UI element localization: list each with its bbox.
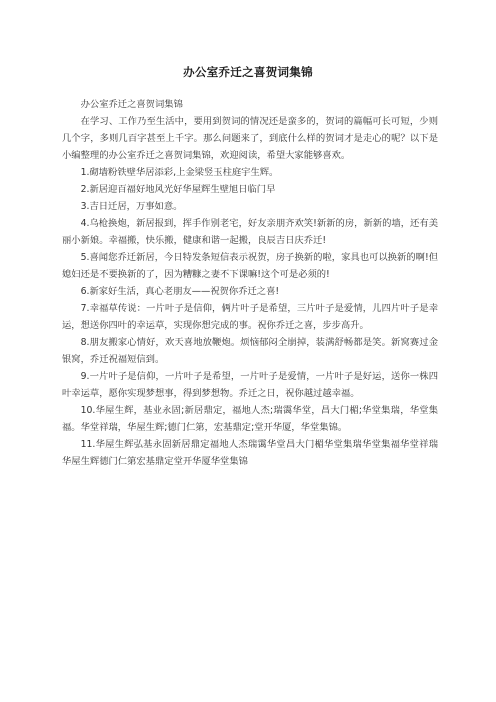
- paragraph-item-2: 2.新居迎百福好地风光好华屋辉生壁旭日临门早: [80, 184, 276, 195]
- paragraph-item-3: 3.吉日迁居，万事如意。: [80, 201, 183, 212]
- document-body: [62, 96, 438, 470]
- paragraph-item-9: 9.一片叶子是信仰，一片叶子是希望，一片叶子是爱情，一片叶子是好运，送你一株四叶幸运草，愿你实现梦想事，得到梦想物。乔迁之日，祝你越过越幸福。: [62, 371, 438, 399]
- paragraph-item-5: 5.喜闻您乔迁新居，今日特发条短信表示祝贺，房子换新的啦，家具也可以换新的啊!但媳妇还是不要换新的了，因为糟糠之妻不下课嘛!这个可是必须的!: [62, 252, 438, 280]
- document-title: 办公室乔迁之喜贺词集锦: [183, 65, 313, 79]
- paragraph-item-6: 6.新家好生活，真心老朋友——祝贺你乔迁之喜!: [80, 286, 280, 297]
- paragraph-item-7: 7.幸福草传说：一片叶子是信仰，俩片叶子是希望，三片叶子是爱情，儿四片叶子是幸运，想送你四叶的幸运草，实现你想完成的事。祝你乔迁之喜，步步高升。: [62, 303, 438, 331]
- paragraph-item-8: 8.朋友搬家心情好，欢天喜地放鞭炮。烦恼郁闷全崩掉，装满舒畅都是笑。新窝赛过金银窝，乔迁祝福短信到。: [62, 337, 438, 365]
- paragraph-item-1: 1.砌墙粉铁壁华居添彩,上金梁竖玉柱庭宇生辉。: [80, 167, 279, 178]
- paragraph-intro: 在学习、工作乃至生活中，要用到贺词的情况还是蛮多的，贺词的篇幅可长可短，少则几个字，多则几百字甚至上千字。那么问题来了，到底什么样的贺词才是走心的呢？以下是小编整理的办公室乔迁之喜贺词集锦，欢迎阅读，希望大家能够喜欢。: [62, 116, 438, 161]
- paragraph-item-11: 11.华屋生辉弘基永固新居鼎定福地人杰瑞霭华堂昌大门楣华堂集瑞华堂集福华堂祥瑞华屋生辉德门仁第宏基鼎定堂开华厦华堂集锦: [62, 439, 438, 467]
- paragraph-item-4: 4.乌枪换炮，新居报到，挥手作别老宅，好友亲朋齐欢笑!新新的房，新新的墙，还有美丽小新娘。幸福搬，快乐搬，健康和谐一起搬，良辰吉日庆乔迁!: [62, 218, 438, 246]
- paragraph-subtitle: 办公室乔迁之喜贺词集锦: [80, 99, 183, 110]
- paragraph-item-10: 10.华屋生辉，基业永固;新居鼎定，福地人杰;瑞霭华堂，昌大门楣;华堂集瑞，华堂集福。华堂祥瑞，华屋生辉;德门仁第，宏基鼎定;堂开华厦，华堂集锦。: [62, 405, 438, 433]
